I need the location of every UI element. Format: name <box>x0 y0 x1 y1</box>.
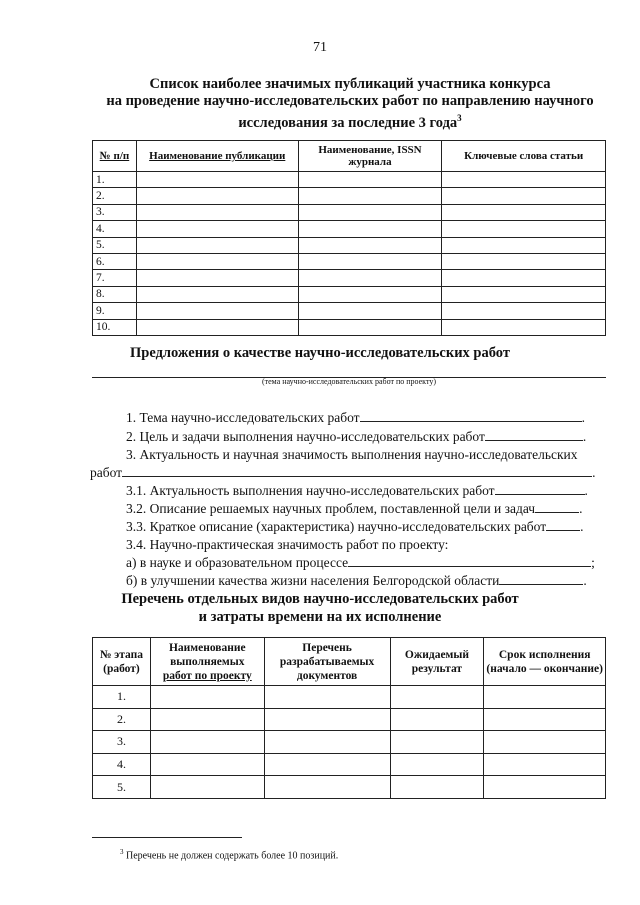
cell[interactable] <box>264 708 390 731</box>
cell[interactable] <box>136 319 298 335</box>
cell[interactable] <box>136 270 298 286</box>
cell[interactable] <box>442 270 606 286</box>
row-number: 8. <box>93 286 137 302</box>
footnote-text: Перечень не должен содержать более 10 позиций. <box>126 850 339 862</box>
header-work-name: Наименование выполняемых работ по проекту <box>150 638 264 686</box>
cell[interactable] <box>390 753 484 776</box>
works-heading <box>0 590 640 626</box>
cell[interactable] <box>390 776 484 799</box>
item-3-3: 3.3. Краткое описание (характеристика) научно-исследовательских работ . <box>126 519 584 534</box>
header-publication-name: Наименование публикации <box>136 141 298 172</box>
header-journal: Наименование, ISSN журнала <box>298 141 442 172</box>
cell[interactable] <box>442 319 606 335</box>
item-a: а) в науке и образовательном процессе ; <box>126 555 595 570</box>
cell[interactable] <box>298 253 442 269</box>
item-a-fill-line[interactable] <box>348 556 591 567</box>
footnote-ref: 3 <box>457 113 462 123</box>
cell[interactable] <box>136 286 298 302</box>
cell[interactable] <box>442 172 606 188</box>
item-2-fill-line[interactable] <box>485 430 583 441</box>
row-number: 5. <box>93 237 137 253</box>
works-heading-line-1: Перечень отдельных видов научно-исследовательских работ <box>121 591 519 607</box>
table-row <box>93 303 606 319</box>
cell[interactable] <box>136 188 298 204</box>
item-3-3-fill-line[interactable] <box>546 520 580 531</box>
table-row <box>93 286 606 302</box>
item-1-fill-line[interactable] <box>360 411 582 422</box>
publications-table <box>92 140 606 336</box>
cell[interactable] <box>264 731 390 754</box>
cell[interactable] <box>442 188 606 204</box>
title-line-3: исследования за последние 3 года$^3$ <box>238 113 462 131</box>
row-number: 9. <box>93 303 137 319</box>
cell[interactable] <box>136 172 298 188</box>
stage-number: 4. <box>93 753 151 776</box>
cell[interactable] <box>150 731 264 754</box>
header-keywords: Ключевые слова статьи <box>442 141 606 172</box>
cell[interactable] <box>484 686 606 709</box>
item-b-fill-line[interactable] <box>499 574 583 585</box>
item-3-2-fill-line[interactable] <box>535 502 579 513</box>
cell[interactable] <box>442 221 606 237</box>
item-3: 3. Актуальность и научная значимость выполнения научно-исследовательских <box>126 447 578 462</box>
footnote-number: 3 <box>120 848 124 856</box>
cell[interactable] <box>442 237 606 253</box>
item-3-1: 3.1. Актуальность выполнения научно-исследовательских работ . <box>126 483 588 498</box>
header-stage: № этапа (работ) <box>93 638 151 686</box>
cell[interactable] <box>442 204 606 220</box>
table-row <box>93 270 606 286</box>
header-number: № п/п <box>93 141 137 172</box>
cell[interactable] <box>390 708 484 731</box>
works-table <box>92 637 606 799</box>
title-line-1: Список наиболее значимых публикаций участника конкурса <box>149 76 551 92</box>
cell[interactable] <box>150 753 264 776</box>
cell[interactable] <box>136 237 298 253</box>
title-line-2: на проведение научно-исследовательских работ по направлению научного <box>106 93 594 109</box>
cell[interactable] <box>484 731 606 754</box>
row-number: 4. <box>93 221 137 237</box>
cell[interactable] <box>442 286 606 302</box>
cell[interactable] <box>136 253 298 269</box>
cell[interactable] <box>298 286 442 302</box>
cell[interactable] <box>136 303 298 319</box>
row-number: 10. <box>93 319 137 335</box>
item-3-fill-line[interactable] <box>122 466 592 477</box>
stage-number: 5. <box>93 776 151 799</box>
item-b: б) в улучшении качества жизни населения Белгородской области . <box>126 573 587 588</box>
cell[interactable] <box>298 204 442 220</box>
table-row <box>93 319 606 335</box>
cell[interactable] <box>150 776 264 799</box>
cell[interactable] <box>484 776 606 799</box>
cell[interactable] <box>264 776 390 799</box>
proposals-heading: Предложения о качестве научно-исследовательских работ <box>129 345 510 361</box>
page-number: 71 <box>313 40 327 55</box>
cell[interactable] <box>264 686 390 709</box>
row-number: 7. <box>93 270 137 286</box>
stage-number: 3. <box>93 731 151 754</box>
publications-title <box>70 76 630 132</box>
cell[interactable] <box>298 188 442 204</box>
header-result: Ожидаемый результат <box>390 638 484 686</box>
table-row <box>93 253 606 269</box>
header-deadline: Срок исполнения (начало — окончание) <box>484 638 606 686</box>
table-row <box>93 237 606 253</box>
table-row <box>93 753 606 776</box>
row-number: 2. <box>93 188 137 204</box>
footnote <box>120 848 338 861</box>
cell[interactable] <box>298 270 442 286</box>
cell[interactable] <box>390 731 484 754</box>
cell[interactable] <box>264 753 390 776</box>
item-3-continuation: работ . <box>90 465 596 480</box>
stage-number: 2. <box>93 708 151 731</box>
cell[interactable] <box>136 204 298 220</box>
topic-caption: (тема научно-исследовательских работ по проекту) <box>261 377 437 386</box>
footnote-divider <box>92 837 242 838</box>
row-number: 1. <box>93 172 137 188</box>
cell[interactable] <box>298 319 442 335</box>
works-heading-line-2: и затраты времени на их исполнение <box>198 609 442 625</box>
cell[interactable] <box>150 708 264 731</box>
cell[interactable] <box>298 221 442 237</box>
table-row <box>93 172 606 188</box>
cell[interactable] <box>390 686 484 709</box>
cell[interactable] <box>298 172 442 188</box>
item-2: 2. Цель и задачи выполнения научно-исследовательских работ . <box>126 429 587 444</box>
item-3-1-fill-line[interactable] <box>495 484 585 495</box>
item-3-4: 3.4. Научно-практическая значимость работ по проекту: <box>126 537 449 552</box>
table-row <box>93 776 606 799</box>
row-number: 3. <box>93 204 137 220</box>
stage-number: 1. <box>93 686 151 709</box>
cell[interactable] <box>484 753 606 776</box>
cell[interactable] <box>150 686 264 709</box>
cell[interactable] <box>298 237 442 253</box>
cell[interactable] <box>442 253 606 269</box>
table-row <box>93 731 606 754</box>
item-1: 1. Тема научно-исследовательских работ . <box>126 410 585 425</box>
table-row <box>93 221 606 237</box>
header-documents: Перечень разрабатываемых документов <box>264 638 390 686</box>
cell[interactable] <box>136 221 298 237</box>
table-row <box>93 708 606 731</box>
cell[interactable] <box>484 708 606 731</box>
cell[interactable] <box>298 303 442 319</box>
table-row <box>93 204 606 220</box>
table-row <box>93 188 606 204</box>
item-3-2: 3.2. Описание решаемых научных проблем, поставленной цели и задач . <box>126 501 583 516</box>
cell[interactable] <box>442 303 606 319</box>
row-number: 6. <box>93 253 137 269</box>
table-row <box>93 686 606 709</box>
